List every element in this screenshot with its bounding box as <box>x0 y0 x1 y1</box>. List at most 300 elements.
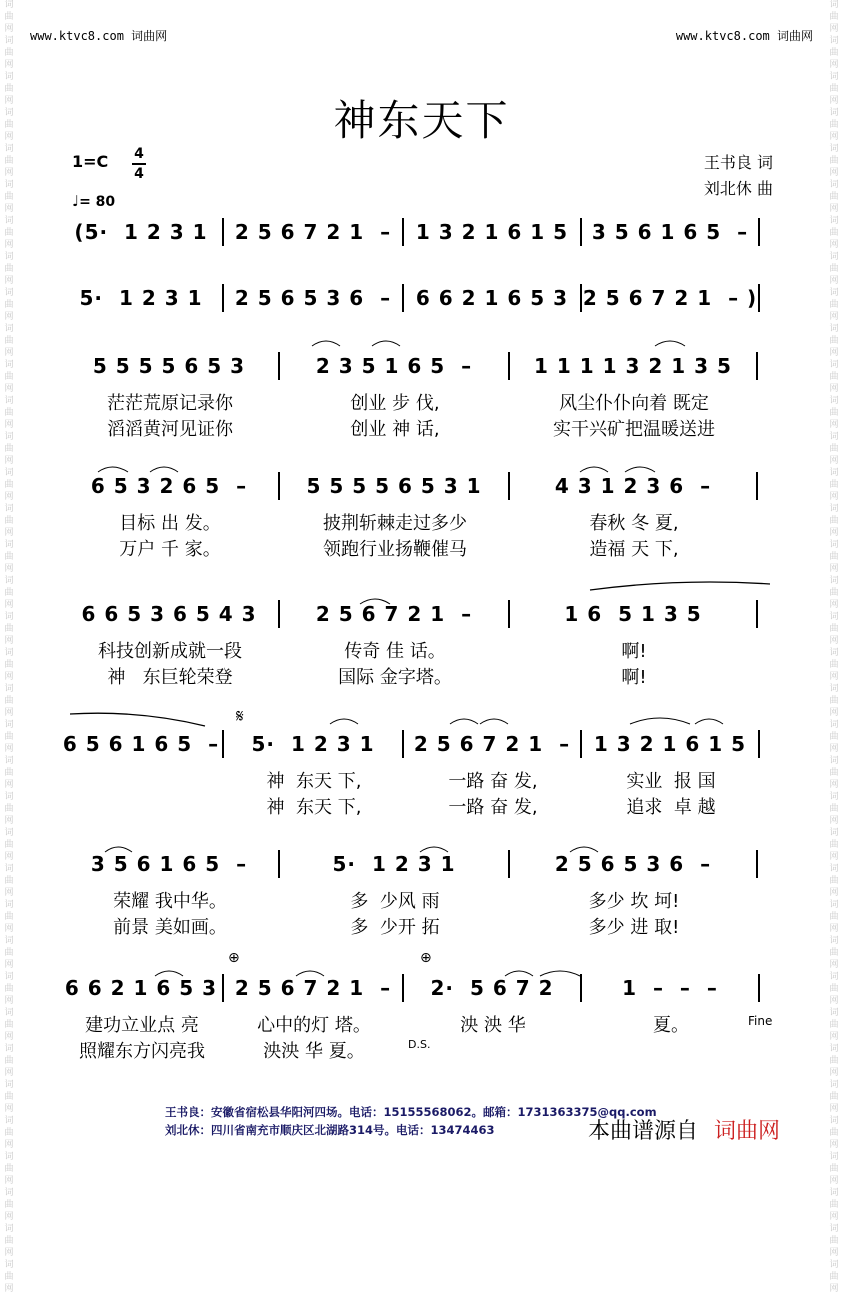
measure: 3 5 6 1 6 5 – <box>591 220 749 244</box>
watermark-char: 曲 <box>829 768 839 778</box>
watermark-char: 曲 <box>4 480 14 490</box>
watermark-char: 曲 <box>829 228 839 238</box>
watermark-char: 词 <box>4 396 14 406</box>
watermark-char: 词 <box>4 1260 14 1270</box>
watermark-char: 网 <box>829 348 839 358</box>
watermark-char: 词 <box>4 288 14 298</box>
watermark-char: 网 <box>829 1032 839 1042</box>
watermark-char: 曲 <box>4 948 14 958</box>
watermark-char: 网 <box>4 1284 14 1294</box>
notation-row <box>60 282 780 314</box>
watermark-column-right <box>827 0 841 1294</box>
lyrics-line-2 <box>60 536 780 560</box>
measure: 5 5 5 5 6 5 3 <box>92 354 246 378</box>
watermark-char: 网 <box>829 564 839 574</box>
watermark-char: 词 <box>4 468 14 478</box>
watermark-char: 网 <box>4 1176 14 1186</box>
watermark-char: 网 <box>829 636 839 646</box>
watermark-char: 词 <box>829 0 839 10</box>
watermark-char: 词 <box>829 720 839 730</box>
lyrics-line-1 <box>60 390 780 414</box>
watermark-char: 曲 <box>4 804 14 814</box>
watermark-char: 网 <box>829 1104 839 1114</box>
watermark-char: 曲 <box>4 300 14 310</box>
watermark-char: 曲 <box>4 372 14 382</box>
tempo-marking <box>72 192 115 210</box>
watermark-char: 曲 <box>829 912 839 922</box>
watermark-char: 词 <box>4 360 14 370</box>
watermark-char: 网 <box>829 456 839 466</box>
time-signature <box>132 146 146 182</box>
watermark-char: 词 <box>4 144 14 154</box>
watermark-char: 网 <box>4 780 14 790</box>
watermark-char: 网 <box>829 312 839 322</box>
slur <box>655 341 685 346</box>
watermark-char: 词 <box>4 324 14 334</box>
watermark-char: 网 <box>829 672 839 682</box>
watermark-char: 词 <box>4 108 14 118</box>
watermark-char: 曲 <box>4 840 14 850</box>
watermark-char: 网 <box>4 132 14 142</box>
watermark-char: 词 <box>829 324 839 334</box>
watermark-char: 网 <box>4 24 14 34</box>
lyric-segment: 造福 天 下, <box>589 539 679 560</box>
watermark-char: 网 <box>4 1104 14 1114</box>
watermark-char: 词 <box>829 1044 839 1054</box>
watermark-char: 网 <box>829 744 839 754</box>
measure: 6 6 2 1 6 5 3 <box>64 976 218 1000</box>
watermark-char: 曲 <box>829 12 839 22</box>
watermark-char: 网 <box>4 744 14 754</box>
fine-mark: Fine <box>748 1014 773 1028</box>
watermark-char: 词 <box>829 1224 839 1234</box>
lyrics-line-1 <box>60 768 780 792</box>
watermark-column-left <box>2 0 16 1294</box>
lyric-segment: 神 东天 下, <box>266 797 362 818</box>
barline <box>756 850 758 878</box>
watermark-char: 网 <box>829 1068 839 1078</box>
watermark-char: 网 <box>4 168 14 178</box>
lyric-segment: 创业 神 话, <box>350 419 440 440</box>
watermark-char: 曲 <box>4 1020 14 1030</box>
watermark-char: 网 <box>4 420 14 430</box>
watermark-char: 网 <box>4 240 14 250</box>
watermark-char: 网 <box>4 1248 14 1258</box>
watermark-char: 词 <box>829 180 839 190</box>
watermark-char: 曲 <box>4 660 14 670</box>
measure: 1 6 5 1 3 5 <box>564 602 702 626</box>
measure: 1 3 2 1 6 1 5 <box>415 220 569 244</box>
watermark-char: 曲 <box>829 1020 839 1030</box>
watermark-char: 曲 <box>4 192 14 202</box>
measure: 3 5 6 1 6 5 – <box>90 852 248 876</box>
watermark-char: 词 <box>829 72 839 82</box>
watermark-char: 词 <box>829 504 839 514</box>
lyric-segment: 啊! <box>621 641 647 662</box>
watermark-char: 曲 <box>4 552 14 562</box>
measure: 5 5 5 5 6 5 3 1 <box>306 474 482 498</box>
lyric-segment: 多少 进 取! <box>588 917 680 938</box>
song-title: 神东天下 <box>333 96 510 145</box>
measure: 6 6 5 3 6 5 4 3 <box>81 602 257 626</box>
lyric-segment: 泱泱 华 夏。 <box>263 1041 365 1062</box>
watermark-char: 网 <box>4 996 14 1006</box>
watermark-char: 曲 <box>829 444 839 454</box>
watermark-char: 网 <box>829 1212 839 1222</box>
watermark-char: 词 <box>829 468 839 478</box>
watermark-char: 曲 <box>829 48 839 58</box>
watermark-char: 词 <box>4 1008 14 1018</box>
watermark-char: 词 <box>4 648 14 658</box>
lyric-segment: 实业 报 国 <box>626 771 716 792</box>
watermark-char: 曲 <box>4 1200 14 1210</box>
watermark-char: 网 <box>4 1140 14 1150</box>
watermark-char: 曲 <box>829 1236 839 1246</box>
watermark-char: 曲 <box>829 516 839 526</box>
watermark-char: 词 <box>829 216 839 226</box>
measure: 2 5 6 5 3 6 – <box>554 852 712 876</box>
watermark-char: 网 <box>829 708 839 718</box>
lyrics-line-2 <box>60 794 780 818</box>
lyric-segment: 夏。 <box>653 1015 689 1036</box>
measure: 6 5 6 1 6 5 – <box>62 732 220 756</box>
watermark-char: 曲 <box>829 264 839 274</box>
segno-sign: 𝄋 <box>236 706 244 727</box>
watermark-char: 词 <box>4 1224 14 1234</box>
watermark-char: 曲 <box>4 228 14 238</box>
measure: (5· 1 2 3 1 <box>74 220 208 244</box>
watermark-char: 词 <box>829 108 839 118</box>
watermark-char: 词 <box>829 1152 839 1162</box>
watermark-char: 曲 <box>829 660 839 670</box>
watermark-char: 词 <box>4 1152 14 1162</box>
slur <box>590 582 770 590</box>
watermark-char: 曲 <box>829 984 839 994</box>
watermark-char: 网 <box>4 528 14 538</box>
watermark-char: 词 <box>4 1044 14 1054</box>
watermark-char: 曲 <box>829 876 839 886</box>
watermark-char: 词 <box>829 972 839 982</box>
watermark-char: 词 <box>4 684 14 694</box>
watermark-char: 词 <box>829 684 839 694</box>
watermark-char: 曲 <box>4 588 14 598</box>
watermark-char: 词 <box>829 648 839 658</box>
watermark-char: 网 <box>4 96 14 106</box>
notation-row <box>60 728 780 760</box>
slur <box>312 341 340 346</box>
time-signature-top: 4 <box>134 146 144 162</box>
watermark-char: 网 <box>4 960 14 970</box>
watermark-char: 网 <box>829 420 839 430</box>
slur <box>70 713 205 726</box>
barline <box>758 218 760 246</box>
coda-sign-2: ⊕ <box>420 950 432 966</box>
watermark-char: 网 <box>4 492 14 502</box>
watermark-char: 曲 <box>829 696 839 706</box>
watermark-char: 网 <box>829 384 839 394</box>
watermark-char: 曲 <box>4 732 14 742</box>
lyric-segment: 神 东巨轮荣登 <box>107 667 233 688</box>
watermark-char: 词 <box>4 936 14 946</box>
watermark-char: 网 <box>4 60 14 70</box>
watermark-char: 曲 <box>829 192 839 202</box>
measure: 1 3 2 1 6 1 5 <box>593 732 747 756</box>
watermark-char: 曲 <box>4 84 14 94</box>
measure: 1 – – – <box>622 976 718 1000</box>
watermark-char: 网 <box>829 96 839 106</box>
measure: 2· 5 6 7 2 <box>430 976 554 1000</box>
barline <box>758 974 760 1002</box>
watermark-char: 曲 <box>4 444 14 454</box>
watermark-char: 曲 <box>829 624 839 634</box>
watermark-char: 曲 <box>829 120 839 130</box>
watermark-char: 词 <box>4 756 14 766</box>
lyric-segment: 科技创新成就一段 <box>98 641 242 662</box>
watermark-char: 网 <box>4 564 14 574</box>
watermark-char: 网 <box>829 960 839 970</box>
watermark-char: 词 <box>4 216 14 226</box>
watermark-char: 曲 <box>829 1200 839 1210</box>
watermark-char: 网 <box>4 816 14 826</box>
lyric-segment: 春秋 冬 夏, <box>589 513 679 534</box>
watermark-char: 网 <box>829 852 839 862</box>
watermark-char: 词 <box>829 36 839 46</box>
lyrics-line-1 <box>60 638 780 662</box>
watermark-char: 曲 <box>4 336 14 346</box>
watermark-char: 曲 <box>4 1272 14 1282</box>
measure: 2 5 6 7 2 1 – <box>413 732 571 756</box>
watermark-char: 网 <box>4 1212 14 1222</box>
measure: 2 3 5 1 6 5 – <box>315 354 473 378</box>
lyric-segment: 茫茫荒原记录你 <box>107 393 233 414</box>
watermark-char: 曲 <box>829 1272 839 1282</box>
watermark-char: 曲 <box>4 984 14 994</box>
watermark-char: 网 <box>829 276 839 286</box>
time-signature-bottom: 4 <box>134 166 144 182</box>
watermark-char: 词 <box>829 396 839 406</box>
measure: 1 1 1 1 3 2 1 3 5 <box>534 354 732 378</box>
watermark-char: 词 <box>829 864 839 874</box>
watermark-char: 网 <box>829 132 839 142</box>
lyric-segment: 传奇 佳 话。 <box>344 641 446 662</box>
watermark-char: 词 <box>829 360 839 370</box>
watermark-char: 曲 <box>4 120 14 130</box>
watermark-char: 曲 <box>4 12 14 22</box>
key-signature: 1=C <box>72 152 109 171</box>
lyrics-line-2 <box>60 914 780 938</box>
lyric-segment: 万户 千 家。 <box>119 539 221 560</box>
watermark-char: 词 <box>4 972 14 982</box>
watermark-char: 词 <box>829 576 839 586</box>
watermark-char: 曲 <box>829 156 839 166</box>
barline <box>756 600 758 628</box>
lyric-segment: 心中的灯 塔。 <box>257 1015 371 1036</box>
watermark-char: 曲 <box>829 84 839 94</box>
watermark-char: 曲 <box>4 912 14 922</box>
watermark-char: 词 <box>829 1116 839 1126</box>
watermark-char: 词 <box>829 144 839 154</box>
watermark-char: 网 <box>829 816 839 826</box>
lyric-segment: 披荆斩棘走过多少 <box>323 513 467 534</box>
quarter-note-icon: ♩ <box>72 192 80 210</box>
measure: 2 5 6 7 2 1 – <box>234 220 392 244</box>
watermark-char: 网 <box>4 276 14 286</box>
watermark-char: 曲 <box>829 408 839 418</box>
watermark-char: 词 <box>4 792 14 802</box>
watermark-char: 曲 <box>829 1164 839 1174</box>
watermark-char: 网 <box>829 888 839 898</box>
watermark-char: 网 <box>4 708 14 718</box>
watermark-char: 网 <box>4 456 14 466</box>
watermark-char: 网 <box>829 924 839 934</box>
measure: 2 5 6 7 2 1 – <box>315 602 473 626</box>
measure: 6 5 3 2 6 5 – <box>90 474 248 498</box>
watermark-char: 网 <box>4 384 14 394</box>
watermark-char: 网 <box>4 204 14 214</box>
barline <box>758 284 760 312</box>
watermark-char: 网 <box>829 204 839 214</box>
measure: 2 5 6 5 3 6 – <box>234 286 392 310</box>
watermark-char: 曲 <box>829 336 839 346</box>
watermark-char: 网 <box>829 1176 839 1186</box>
watermark-char: 网 <box>829 492 839 502</box>
watermark-char: 曲 <box>4 48 14 58</box>
lyric-segment: 国际 金字塔。 <box>338 667 452 688</box>
notation-row <box>60 598 780 630</box>
lyrics-line-1 <box>60 1012 780 1036</box>
watermark-char: 曲 <box>829 1128 839 1138</box>
watermark-char: 词 <box>829 540 839 550</box>
watermark-char: 曲 <box>4 1092 14 1102</box>
watermark-char: 曲 <box>829 552 839 562</box>
watermark-char: 词 <box>4 504 14 514</box>
watermark-char: 曲 <box>829 840 839 850</box>
lyric-segment: 多 少风 雨 <box>350 891 440 912</box>
source-attribution <box>588 1114 780 1145</box>
watermark-char: 网 <box>4 312 14 322</box>
lyric-segment: 泱 泱 华 <box>460 1015 526 1036</box>
watermark-char: 词 <box>829 288 839 298</box>
watermark-char: 词 <box>4 1080 14 1090</box>
site-url-right[interactable]: www.ktvc8.com 词曲网 <box>675 29 813 43</box>
watermark-char: 词 <box>829 828 839 838</box>
watermark-char: 词 <box>829 612 839 622</box>
watermark-char: 词 <box>4 252 14 262</box>
lyric-segment: 目标 出 发。 <box>119 513 221 534</box>
watermark-char: 词 <box>829 1260 839 1270</box>
notation-row <box>60 470 780 502</box>
watermark-char: 网 <box>4 888 14 898</box>
watermark-char: 词 <box>4 36 14 46</box>
watermark-char: 词 <box>4 72 14 82</box>
watermark-char: 词 <box>4 864 14 874</box>
lyric-segment: 多少 坎 坷! <box>588 891 680 912</box>
watermark-char: 词 <box>4 540 14 550</box>
watermark-char: 词 <box>4 180 14 190</box>
watermark-char: 曲 <box>4 264 14 274</box>
slur <box>330 719 358 724</box>
watermark-char: 曲 <box>829 732 839 742</box>
lyric-segment: 创业 步 伐, <box>350 393 440 414</box>
lyric-segment: 一路 奋 发, <box>448 771 538 792</box>
watermark-char: 曲 <box>829 1056 839 1066</box>
watermark-char: 曲 <box>4 408 14 418</box>
watermark-char: 曲 <box>4 1164 14 1174</box>
notation-row <box>60 350 780 382</box>
lyric-segment: 领跑行业扬鞭催马 <box>323 539 467 560</box>
watermark-char: 网 <box>829 780 839 790</box>
watermark-char: 曲 <box>829 372 839 382</box>
notation-row <box>60 848 780 880</box>
watermark-char: 网 <box>829 528 839 538</box>
watermark-char: 曲 <box>4 1056 14 1066</box>
watermark-char: 词 <box>4 720 14 730</box>
watermark-char: 网 <box>829 996 839 1006</box>
watermark-char: 曲 <box>4 624 14 634</box>
source-label: 本曲谱源自 <box>588 1119 699 1144</box>
watermark-char: 词 <box>829 936 839 946</box>
watermark-char: 网 <box>829 600 839 610</box>
watermark-char: 词 <box>829 900 839 910</box>
lyric-segment: 滔滔黄河见证你 <box>107 419 233 440</box>
lyricist-credit: 王书良 词 <box>703 153 773 172</box>
measure: 5· 1 2 3 1 <box>79 286 203 310</box>
lyric-segment: 多 少开 拓 <box>350 917 440 938</box>
lyric-segment: 追求 卓 越 <box>626 797 716 818</box>
lyrics-line-1 <box>60 888 780 912</box>
watermark-char: 网 <box>829 168 839 178</box>
lyrics-line-2 <box>60 664 780 688</box>
measure: 4 3 1 2 3 6 – <box>554 474 712 498</box>
barline <box>756 472 758 500</box>
watermark-char: 词 <box>4 1116 14 1126</box>
watermark-char: 网 <box>4 672 14 682</box>
source-brand-link[interactable]: 词曲网 <box>714 1119 781 1144</box>
lyric-segment: 照耀东方闪亮我 <box>79 1041 205 1062</box>
watermark-char: 网 <box>4 348 14 358</box>
slur <box>450 719 478 724</box>
measure: 5· 1 2 3 1 <box>251 732 375 756</box>
lyrics-line-1 <box>60 510 780 534</box>
watermark-char: 网 <box>4 636 14 646</box>
slur <box>372 341 400 346</box>
slur <box>630 718 690 724</box>
watermark-char: 网 <box>829 1140 839 1150</box>
lyric-segment: 啊! <box>621 667 647 688</box>
slur <box>695 719 723 724</box>
watermark-char: 词 <box>4 612 14 622</box>
watermark-char: 网 <box>4 1032 14 1042</box>
watermark-char: 曲 <box>4 768 14 778</box>
lyric-segment: 实干兴矿把温暖送进 <box>553 419 715 440</box>
lyric-segment: 建功立业点 亮 <box>85 1015 199 1036</box>
watermark-char: 曲 <box>4 876 14 886</box>
watermark-char: 曲 <box>4 696 14 706</box>
watermark-char: 词 <box>4 900 14 910</box>
watermark-char: 曲 <box>829 300 839 310</box>
ds-mark: D.S. <box>408 1038 431 1051</box>
watermark-char: 词 <box>829 1188 839 1198</box>
lyrics-line-2 <box>60 416 780 440</box>
watermark-char: 曲 <box>4 156 14 166</box>
composer-contact: 刘北休：四川省南充市顺庆区北湖路314号。电话：13474463 <box>165 1123 495 1137</box>
watermark-char: 曲 <box>829 804 839 814</box>
barline <box>756 352 758 380</box>
slur <box>480 719 508 724</box>
site-url-left[interactable]: www.ktvc8.com 词曲网 <box>30 29 168 43</box>
lyric-segment: 神 东天 下, <box>266 771 362 792</box>
watermark-char: 网 <box>4 852 14 862</box>
